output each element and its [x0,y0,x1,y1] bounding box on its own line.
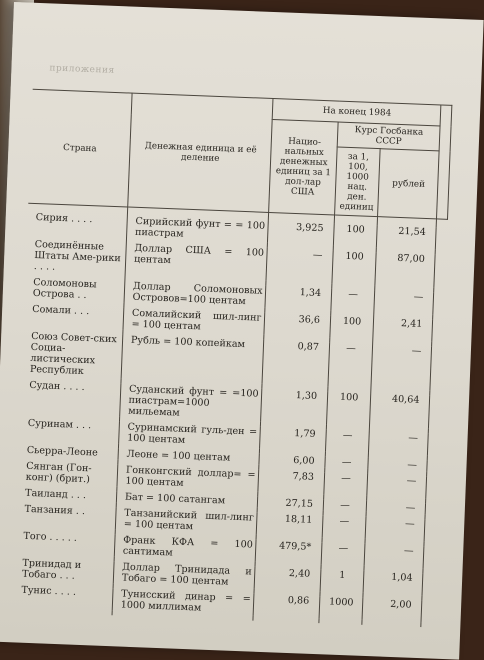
table-cell-rubles: 2,41 [373,317,433,341]
table-cell-rubles: — [364,544,424,568]
table-cell-rate: 27,15 [258,497,324,511]
header-rubles: рублей [378,149,440,219]
table-cell-rate: 3,925 [268,221,334,245]
header-gosbank: Курс Госбанка СССР [337,122,440,151]
table-cell-country: Судан . . . . [29,379,85,393]
table-cell-country: Тринидад и Тобаго . . . [21,557,82,582]
table-cell-per-units: — [322,515,366,539]
table-cell-rate: 1,79 [260,427,326,451]
table-cell-unit: Леоне = 100 центам [118,448,260,464]
table-cell-per-units: 100 [332,250,376,285]
table-cell-rubles: 87,00 [375,252,435,287]
table-cell-rate: 0,87 [262,340,329,386]
table-cell-rubles: 1,04 [363,571,423,595]
table-cell-rate: 36,6 [264,313,330,337]
table-cell-country: Того . . . . . [23,530,78,544]
table-cell-rate: 1,30 [261,389,328,424]
table-cell-rubles: — [366,501,426,514]
header-rate: Нацио-нальных денежных единиц за 1 дол-лар США [269,120,338,215]
table-cell-edge [430,346,442,390]
table-cell-per-units: — [331,288,375,312]
table-cell-country: Сомали . . . [32,303,90,318]
table-cell-unit: Бат = 100 сатангам [116,491,258,507]
table-cell-unit: Доллар Тринидада и Тобаго = 100 центам [113,561,255,588]
running-head: приложения [49,63,115,76]
table-cell-rubles: 40,64 [370,393,430,428]
table-cell-rate: 6,00 [259,454,325,468]
table-cell-rate: 7,83 [258,470,324,494]
table-cell-per-units: — [328,342,373,388]
table-cell-edge [422,573,433,595]
table-body [13,203,448,627]
table-cell-country: Соединённые Штаты Аме-рики . . . . [33,238,121,273]
table-cell-rubles: — [371,344,432,390]
table-cell-edge [429,395,441,428]
table-cell-edge [434,254,446,287]
table-cell-per-units: — [321,542,365,566]
table-cell-per-units: 1 [320,569,364,593]
table-cell-edge [432,319,443,341]
table-cell-edge [424,519,435,541]
book-page [0,2,484,660]
table-cell-rate: 18,11 [257,513,323,537]
table-cell-edge [436,227,447,249]
table-cell-unit: Сомалийский шил-линг = 100 центам [123,307,265,334]
table-cell-rubles: 21,54 [377,225,437,249]
table-cell-per-units: 100 [327,391,371,426]
spacer-cell [362,620,421,627]
table-cell-country: Сирия . . . . [35,211,93,226]
table-cell-country: Союз Совет-ских Социа-листических Республик [29,330,117,377]
table-cell-edge [427,460,438,471]
header-country: Страна [28,89,132,207]
table-cell-per-units: — [325,429,369,453]
table-cell-country: Соломоновы Острова . . [32,276,97,301]
table-cell-unit: Суринамский гуль-ден = 100 центам [118,421,260,448]
table-cell-rubles: — [365,517,425,541]
table-cell-edge [426,476,437,498]
table-cell-unit: Тунисский динар = = 1000 миллимам [112,588,254,615]
table-cell-per-units: 100 [330,315,374,339]
header-per-units: за 1, 100, 1000 нац. ден. единиц [335,147,381,217]
table-cell-per-units: — [323,499,367,512]
table-cell-unit: Танзанийский шил-линг = 100 центам [115,507,257,534]
table-cell-rate: 1,34 [265,286,331,310]
table-cell-unit: Рубль = 100 копейкам [121,334,264,383]
table-cell-country: Танзания . . [24,503,86,518]
table-cell-unit: Доллар США = 100 центам [125,242,268,280]
header-unit: Денежная единица и её деление [128,93,274,212]
table-cell-rubles: — [368,458,428,471]
table-cell-per-units: 100 [333,223,377,247]
spacer-cell [421,622,432,627]
table-cell-unit: Франк КФА = 100 сантимам [114,534,256,561]
table-cell-country: Сянган (Гон-конг) (брит.) [25,460,92,486]
table-cell-country: Сьерра-Леоне [26,444,98,459]
table-cell-unit: Доллар Соломоновых Островов=100 центам [124,280,266,307]
table-cell-rate: — [266,248,333,283]
table-cell-edge [428,433,439,455]
table-cell-per-units: 1000 [319,596,363,620]
table-cell-per-units: — [325,456,369,469]
table-cell-edge [433,292,444,314]
table-cell-country: Таиланд . . . [24,487,87,502]
table-cell-country: Тунис . . . . [21,584,77,598]
table-cell-unit: Суданский фунт = =100 пиастрам=1000 мильемам [120,383,263,421]
table-cell-unit: Сирийский фунт = = 100 пиастрам [126,216,268,243]
table-cell-rubles: — [369,431,429,455]
currency-table [13,89,453,628]
table-cell-country: Суринам . . . [27,417,92,432]
table-cell-rate: 0,86 [254,594,320,618]
table-cell-edge [421,600,432,622]
table-cell-rubles: — [374,290,434,314]
spacer-cell [319,618,362,625]
table-cell-rate: 2,40 [255,567,321,591]
table-cell-edge [423,546,434,568]
table-cell-edge [426,503,437,514]
table-cell-rubles: — [367,474,427,498]
table-cell-per-units: — [324,472,368,496]
table-cell-rubles: 2,00 [362,598,422,622]
table-cell-unit: Гонконгский доллар= = 100 центам [117,464,259,491]
table-cell-rate: 479,5* [256,540,322,564]
header-period: На конец 1984 [273,99,442,126]
header-row-1 [32,89,452,126]
